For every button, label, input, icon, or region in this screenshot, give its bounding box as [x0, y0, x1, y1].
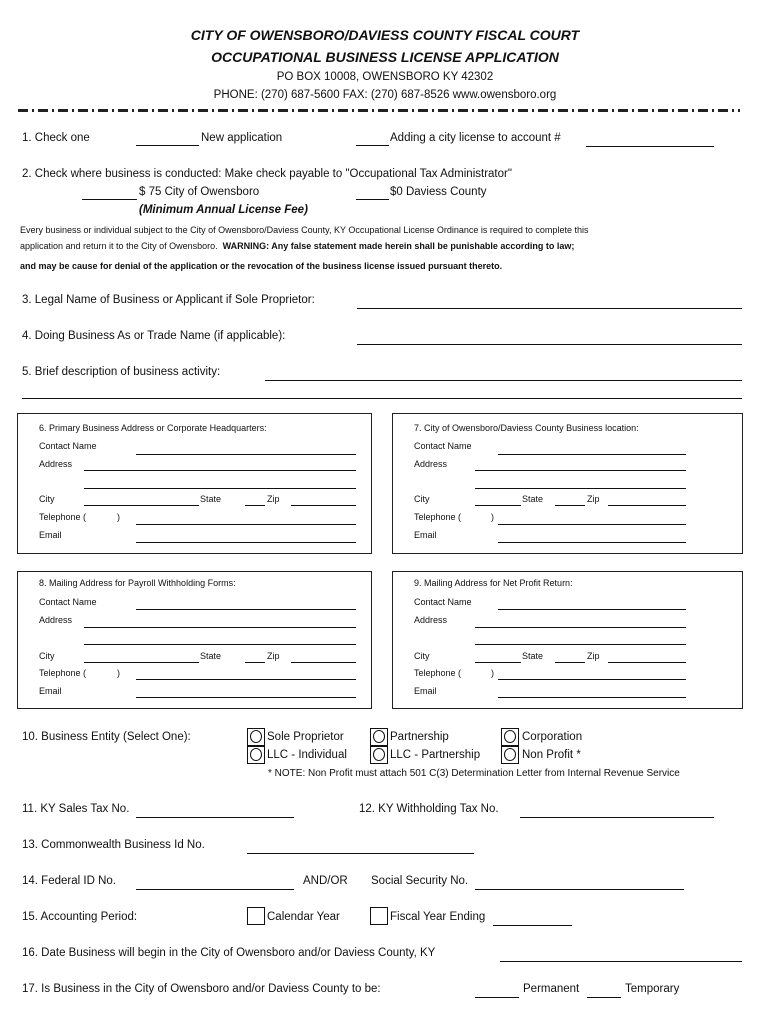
q15-label: 15. Accounting Period:: [22, 911, 138, 923]
email-label: Email: [39, 686, 62, 696]
fiscal-year-checkbox[interactable]: [370, 907, 388, 925]
telephone-paren: ): [117, 668, 120, 678]
city-label: City: [39, 494, 55, 504]
business-description-field[interactable]: [265, 380, 742, 381]
zip-field[interactable]: [608, 505, 686, 506]
email-field[interactable]: [498, 697, 686, 698]
temporary-blank[interactable]: [587, 997, 621, 998]
non-profit-note: * NOTE: Non Profit must attach 501 C(3) Determination Letter from Internal Revenue Service: [268, 768, 680, 779]
email-label: Email: [414, 686, 437, 696]
address-field-2[interactable]: [84, 644, 356, 645]
state-field[interactable]: [245, 505, 265, 506]
llc-individual-radio[interactable]: [247, 746, 265, 764]
state-label: State: [522, 494, 544, 504]
form-title: CITY OF OWENSBORO/DAVIESS COUNTY FISCAL COURT: [190, 27, 580, 43]
zip-label: Zip: [267, 494, 280, 504]
sole-proprietor-radio[interactable]: [247, 728, 265, 746]
contact-name-field[interactable]: [498, 454, 686, 455]
zip-field[interactable]: [291, 505, 356, 506]
telephone-field[interactable]: [136, 524, 356, 525]
add-license-blank[interactable]: [356, 145, 389, 146]
q1-label: 1. Check one: [22, 132, 90, 144]
partnership-label: Partnership: [390, 731, 449, 743]
non-profit-label: Non Profit *: [522, 749, 581, 761]
telephone-field[interactable]: [498, 679, 686, 680]
fiscal-year-label: Fiscal Year Ending: [390, 911, 486, 923]
header-divider: [18, 109, 740, 112]
contact-name-field[interactable]: [498, 609, 686, 610]
telephone-field[interactable]: [136, 679, 356, 680]
email-field[interactable]: [498, 542, 686, 543]
telephone-label: Telephone (: [39, 512, 87, 522]
zip-label: Zip: [267, 651, 280, 661]
zip-label: Zip: [587, 651, 600, 661]
zip-field[interactable]: [608, 662, 686, 663]
contact-name-label: Contact Name: [39, 441, 97, 451]
q16-label: 16. Date Business will begin in the City of Owensboro and/or Daviess County, KY: [22, 947, 436, 959]
zip-field[interactable]: [291, 662, 356, 663]
q4-label: 4. Doing Business As or Trade Name (if applicable):: [22, 330, 286, 342]
box-8-title: 8. Mailing Address for Payroll Withholding Forms:: [39, 578, 236, 588]
state-field[interactable]: [245, 662, 265, 663]
box-6-primary-address: [17, 413, 372, 554]
box-7-business-location: [392, 413, 743, 554]
contact-name-label: Contact Name: [414, 597, 472, 607]
add-license-label: Adding a city license to account #: [390, 132, 561, 144]
email-field[interactable]: [136, 542, 356, 543]
city-field[interactable]: [475, 662, 521, 663]
and-or-label: AND/OR: [303, 875, 348, 887]
q17-label: 17. Is Business in the City of Owensboro and/or Daviess County to be:: [22, 983, 381, 995]
sole-proprietor-label: Sole Proprietor: [267, 731, 344, 743]
city-fee-blank[interactable]: [82, 199, 137, 200]
county-fee-blank[interactable]: [356, 199, 389, 200]
contact-name-field[interactable]: [136, 609, 356, 610]
ky-withholding-tax-field[interactable]: [520, 817, 714, 818]
ssn-label: Social Security No.: [371, 875, 469, 887]
state-label: State: [200, 651, 222, 661]
address-label: Address: [39, 615, 73, 625]
address-field[interactable]: [475, 470, 686, 471]
state-field[interactable]: [555, 505, 585, 506]
telephone-label: Telephone (: [39, 668, 87, 678]
box-9-title: 9. Mailing Address for Net Profit Return:: [414, 578, 573, 588]
llc-partnership-label: LLC - Partnership: [390, 749, 481, 761]
address-field[interactable]: [84, 470, 356, 471]
q2-label: 2. Check where business is conducted: Make check payable to "Occupational Tax Administrator": [22, 168, 512, 180]
county-fee-label: $0 Daviess County: [390, 186, 487, 198]
minimum-fee-note: (Minimum Annual License Fee): [139, 204, 308, 216]
notice-line-1: Every business or individual subject to the City of Owensboro/Daviess County, KY Occupational License Ordinance is required to complete this: [20, 225, 589, 235]
form-subtitle: OCCUPATIONAL BUSINESS LICENSE APPLICATION: [211, 49, 559, 65]
city-label: City: [414, 651, 430, 661]
contact-info: PHONE: (270) 687-5600 FAX: (270) 687-8526 www.owensboro.org: [213, 89, 557, 101]
city-fee-label: $ 75 City of Owensboro: [139, 186, 260, 198]
notice-line-2: application and return it to the City of Owensboro. WARNING: Any false statement made herein shall be punishable according to law;: [20, 241, 575, 251]
telephone-field[interactable]: [498, 524, 686, 525]
telephone-label: Telephone (: [414, 668, 462, 678]
q14-label: 14. Federal ID No.: [22, 875, 116, 887]
calendar-year-label: Calendar Year: [267, 911, 340, 923]
q13-label: 13. Commonwealth Business Id No.: [22, 839, 205, 851]
email-field[interactable]: [136, 697, 356, 698]
telephone-paren: ): [117, 512, 120, 522]
city-field[interactable]: [84, 505, 199, 506]
partnership-radio[interactable]: [370, 728, 388, 746]
calendar-year-checkbox[interactable]: [247, 907, 265, 925]
corporation-radio[interactable]: [501, 728, 519, 746]
city-field[interactable]: [84, 662, 199, 663]
account-number-field[interactable]: [586, 146, 714, 147]
permanent-label: Permanent: [523, 983, 580, 995]
address-field-2[interactable]: [84, 488, 356, 489]
dba-field[interactable]: [357, 344, 742, 345]
box-6-title: 6. Primary Business Address or Corporate Headquarters:: [39, 423, 267, 433]
legal-name-field[interactable]: [357, 308, 742, 309]
zip-label: Zip: [587, 494, 600, 504]
address-label: Address: [414, 615, 448, 625]
ky-sales-tax-field[interactable]: [136, 817, 294, 818]
business-description-field-2[interactable]: [22, 398, 742, 399]
address-field[interactable]: [475, 627, 686, 628]
address-label: Address: [39, 459, 73, 469]
fiscal-year-ending-field[interactable]: [493, 925, 572, 926]
q5-label: 5. Brief description of business activity:: [22, 366, 221, 378]
telephone-paren: ): [491, 668, 494, 678]
city-field[interactable]: [475, 505, 521, 506]
llc-individual-label: LLC - Individual: [267, 749, 347, 761]
non-profit-radio[interactable]: [501, 746, 519, 764]
start-date-field[interactable]: [500, 961, 742, 962]
q10-label: 10. Business Entity (Select One):: [22, 731, 191, 743]
llc-partnership-radio[interactable]: [370, 746, 388, 764]
address-field[interactable]: [84, 627, 356, 628]
address-field-2[interactable]: [475, 488, 686, 489]
permanent-blank[interactable]: [475, 997, 519, 998]
box-7-title: 7. City of Owensboro/Daviess County Business location:: [414, 423, 639, 433]
telephone-label: Telephone (: [414, 512, 462, 522]
q12-label: 12. KY Withholding Tax No.: [359, 803, 499, 815]
email-label: Email: [39, 530, 62, 540]
ssn-field[interactable]: [475, 889, 684, 890]
federal-id-field[interactable]: [136, 889, 294, 890]
state-field[interactable]: [555, 662, 585, 663]
box-8-payroll-mailing: [17, 571, 372, 709]
address-label: Address: [414, 459, 448, 469]
notice-line-3: and may be cause for denial of the application or the revocation of the business license issued pursuant thereto.: [20, 261, 503, 271]
state-label: State: [200, 494, 222, 504]
email-label: Email: [414, 530, 437, 540]
city-label: City: [414, 494, 430, 504]
contact-name-label: Contact Name: [414, 441, 472, 451]
q11-label: 11. KY Sales Tax No.: [22, 803, 130, 815]
box-9-net-profit-mailing: [392, 571, 743, 709]
state-label: State: [522, 651, 544, 661]
temporary-label: Temporary: [625, 983, 680, 995]
new-application-label: New application: [201, 132, 283, 144]
new-application-blank[interactable]: [136, 145, 199, 146]
telephone-paren: ): [491, 512, 494, 522]
address-field-2[interactable]: [475, 644, 686, 645]
corporation-label: Corporation: [522, 731, 583, 743]
mailing-address: PO BOX 10008, OWENSBORO KY 42302: [276, 71, 494, 83]
contact-name-field[interactable]: [136, 454, 356, 455]
city-label: City: [39, 651, 55, 661]
commonwealth-business-id-field[interactable]: [247, 853, 474, 854]
contact-name-label: Contact Name: [39, 597, 97, 607]
q3-label: 3. Legal Name of Business or Applicant if Sole Proprietor:: [22, 294, 315, 306]
